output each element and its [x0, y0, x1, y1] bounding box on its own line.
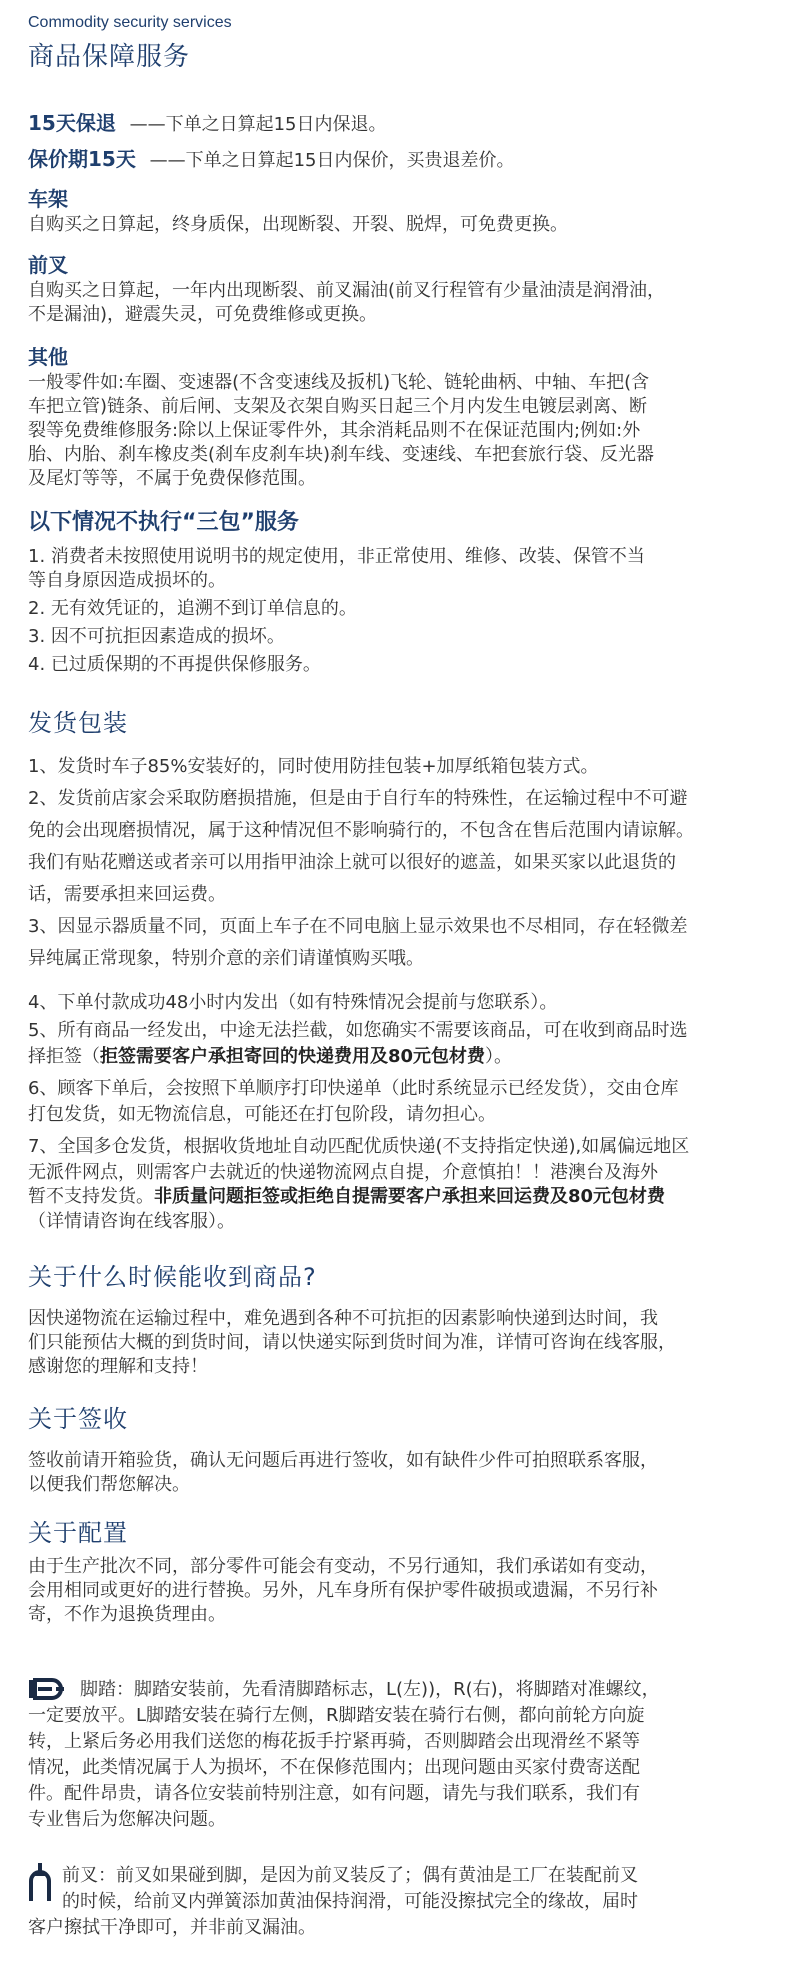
fork-note-line: 客户擦拭干净即可，并非前叉漏油。: [28, 1917, 316, 1938]
exclusion-item: 2. 无有效凭证的，追溯不到订单信息的。: [28, 598, 357, 619]
pedal-note-line: 情况，此类情况属于人为损坏，不在保修范围内；出现问题由买家付费寄送配: [28, 1757, 640, 1778]
guarantee-label: 15天保退: [28, 111, 116, 135]
delivery-time-section: [28, 1259, 762, 1379]
shipping-paragraph: （详情请咨询在线客服）。: [28, 1211, 235, 1232]
frame-text: 自购买之日算起，终身质保，出现断裂、开裂、脱焊，可免费更换。: [28, 214, 568, 235]
guarantee-list: [28, 109, 762, 175]
shipping-paragraph: 异纯属正常现象，特别介意的亲们请谨慎购买哦。: [28, 948, 424, 969]
signing-section: [28, 1401, 762, 1497]
shipping-paragraph: 打包发货，如无物流信息，可能还在打包阶段，请勿担心。: [28, 1104, 496, 1125]
other-text-line: 车把立管)链条、前后闸、支架及衣架自购买日起三个月内发生电镀层剥离、断: [28, 396, 648, 417]
other-text-line: 一般零件如:车圈、变速器(不含变速线及扳机)飞轮、链轮曲柄、中轴、车把(含: [28, 372, 650, 393]
fork-section: [28, 251, 762, 327]
signing-heading: 关于签收: [28, 1405, 128, 1433]
other-text-line: 裂等免费维修服务:除以上保证零件外，其余消耗品则不在保证范围内;例如:外: [28, 420, 641, 441]
guarantee-sep: ——: [149, 150, 186, 171]
fork-note-line: 的时候，给前叉内弹簧添加黄油保持润滑，可能没擦拭完全的缘故，届时: [62, 1891, 638, 1912]
shipping-paragraph: [28, 1185, 762, 1209]
other-section: [28, 343, 762, 491]
shipping-paragraph: 4、下单付款成功48小时内发出（如有特殊情况会提前与您联系）。: [28, 992, 558, 1013]
english-subtitle: Commodity security services: [28, 14, 232, 31]
exclusion-item: 等自身原因造成损坏的。: [28, 570, 226, 591]
delivery-time-line: 感谢您的理解和支持！: [28, 1356, 208, 1377]
config-line: 会用相同或更好的进行替换。另外，凡车身所有保护零件破损或遗漏，不另行补: [28, 1580, 658, 1601]
signing-line: 以便我们帮您解决。: [28, 1474, 190, 1495]
shipping-section: [28, 705, 762, 1235]
shipping-paragraph: 无派件网点，则需客户去就近的快递物流网点自提，介意慎拍！！港澳台及海外: [28, 1162, 658, 1183]
frame-heading: 车架: [28, 187, 68, 211]
config-line: 寄，不作为退换货理由。: [28, 1604, 226, 1625]
shipping-bold-text: 非质量问题拒签或拒绝自提需要客户承担来回运费及80元包材费: [154, 1186, 666, 1207]
delivery-time-line: 们只能预估大概的到货时间，请以快递实际到货时间为准，详情可咨询在线客服，: [28, 1332, 676, 1353]
shipping-paragraph: 5、所有商品一经发出，中途无法拦截，如您确实不需要该商品，可在收到商品时选: [28, 1020, 688, 1041]
page: [0, 14, 790, 1962]
shipping-paragraph: 我们有贴花赠送或者亲可以用指甲油涂上就可以很好的遮盖，如果买家以此退货的: [28, 852, 676, 873]
config-line: 由于生产批次不同，部分零件可能会有变动，不另行通知，我们承诺如有变动，: [28, 1556, 658, 1577]
shipping-paragraph: 3、因显示器质量不同，页面上车子在不同电脑上显示效果也不尽相同，存在轻微差: [28, 916, 688, 937]
shipping-paragraph: 1、发货时车子85%安装好的，同时使用防挂包装+加厚纸箱包装方式。: [28, 756, 599, 777]
guarantee-label: 保价期15天: [28, 147, 136, 171]
shipping-paragraph: 7、全国多仓发货，根据收货地址自动匹配优质快递(不支持指定快递),如属偏远地区: [28, 1136, 690, 1157]
pedal-note: [28, 1677, 762, 1833]
shipping-text: 暂不支持发货。: [28, 1186, 154, 1207]
pedal-note-text: [28, 1677, 660, 1833]
fork-text-line: 不是漏油)，避震失灵，可免费维修或更换。: [28, 304, 378, 325]
fork-note: [28, 1863, 762, 1941]
pedal-note-line: 专业售后为您解决问题。: [28, 1809, 226, 1830]
exclusions-section: [28, 507, 762, 677]
shipping-bold-text: 拒签需要客户承担寄回的快递费用及80元包材费: [100, 1046, 486, 1067]
fork-text-line: 自购买之日算起，一年内出现断裂、前叉漏油(前叉行程管有少量油渍是润滑油，: [28, 280, 666, 301]
shipping-text: 择拒签（: [28, 1046, 100, 1067]
config-heading: 关于配置: [28, 1519, 128, 1547]
signing-line: 签收前请开箱验货，确认无问题后再进行签收，如有缺件少件可拍照联系客服，: [28, 1450, 658, 1471]
shipping-paragraph: 话，需要承担来回运费。: [28, 884, 226, 905]
pedal-note-line: 脚踏：脚踏安装前，先看清脚踏标志，L(左))，R(右)，将脚踏对准螺纹，: [80, 1679, 660, 1700]
other-text-line: 胎、内胎、刹车橡皮类(刹车皮刹车块)刹车线、变速线、车把套旅行袋、反光器: [28, 444, 655, 465]
pedal-note-line: 转，上紧后务必用我们送您的梅花扳手拧紧再骑，否则脚踏会出现滑丝不紧等: [28, 1731, 640, 1752]
delivery-time-line: 因快递物流在运输过程中，难免遇到各种不可抗拒的因素影响快递到达时间，我: [28, 1308, 658, 1329]
shipping-paragraph: 2、发货前店家会采取防磨损措施，但是由于自行车的特殊性，在运输过程中不可避: [28, 788, 688, 809]
guarantee-item: [28, 145, 762, 175]
delivery-time-heading: 关于什么时候能收到商品?: [28, 1263, 317, 1291]
guarantee-text: 下单之日算起15日内保价，买贵退差价。: [185, 150, 515, 171]
exclusion-item: 1. 消费者未按照使用说明书的规定使用，非正常使用、维修、改装、保管不当: [28, 546, 645, 567]
fork-note-line: 前叉：前叉如果碰到脚，是因为前叉装反了；偶有黄油是工厂在装配前叉: [62, 1865, 638, 1886]
shipping-paragraph: 免的会出现磨损情况，属于这种情况但不影响骑行的，不包含在售后范围内请谅解。: [28, 820, 694, 841]
fork-icon: [28, 1863, 62, 1903]
config-section: [28, 1515, 762, 1627]
shipping-heading: 发货包装: [28, 709, 128, 737]
shipping-text: ）。: [485, 1046, 513, 1067]
guarantee-item: [28, 109, 762, 139]
shipping-paragraph: [28, 1045, 762, 1069]
other-heading: 其他: [28, 345, 68, 369]
guarantee-sep: ——: [129, 114, 166, 135]
pedal-note-line: 件。配件昂贵，请各位安装前特别注意，如有问题，请先与我们联系，我们有: [28, 1783, 640, 1804]
exclusions-heading: 以下情况不执行“三包”服务: [28, 510, 299, 535]
pedal-icon: [28, 1677, 70, 1701]
exclusion-item: 4. 已过质保期的不再提供保修服务。: [28, 654, 321, 675]
exclusion-item: 3. 因不可抗拒因素造成的损坏。: [28, 626, 285, 647]
other-text-line: 及尾灯等等，不属于免费保修范围。: [28, 468, 316, 489]
shipping-paragraph: 6、顾客下单后，会按照下单顺序打印快递单（此时系统显示已经发货），交由仓库: [28, 1078, 679, 1099]
frame-section: [28, 185, 762, 237]
guarantee-text: 下单之日算起15日内保退。: [165, 114, 387, 135]
fork-heading: 前叉: [28, 253, 68, 277]
pedal-note-line: 一定要放平。L脚踏安装在骑行左侧，R脚踏安装在骑行右侧，都向前轮方向旋: [28, 1705, 645, 1726]
page-title: 商品保障服务: [28, 42, 191, 72]
fork-note-text: [28, 1863, 638, 1941]
